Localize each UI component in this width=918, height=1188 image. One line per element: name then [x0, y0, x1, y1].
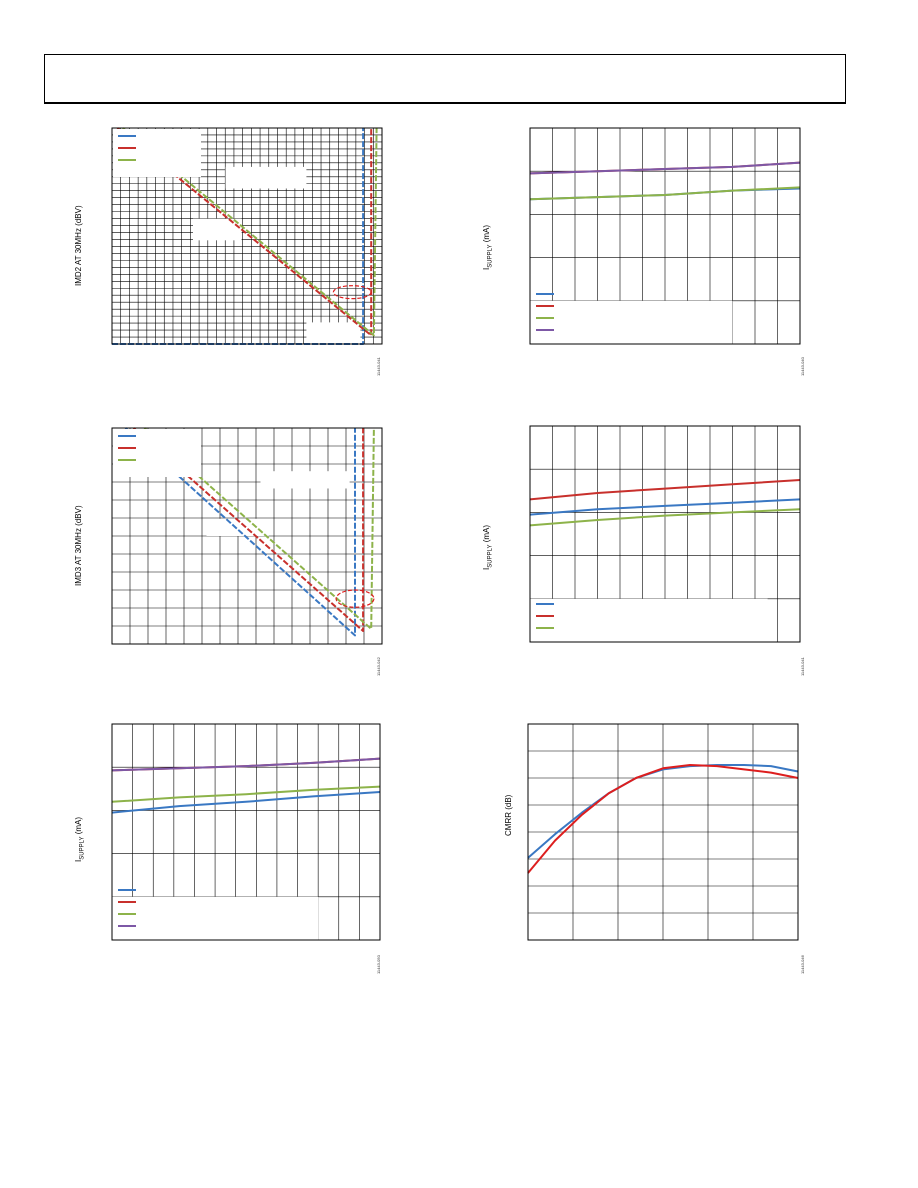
plot-area — [60, 118, 390, 380]
y-axis-label: $I_{SUPPLY}$ (mA) — [482, 524, 494, 570]
plot-area — [470, 118, 810, 380]
label-area — [207, 519, 269, 536]
figure-id: 11443-050 — [376, 955, 381, 974]
plot-area — [470, 418, 810, 680]
series-line-purple — [112, 759, 380, 771]
chart-isupply-b — [470, 418, 810, 680]
chart-isupply-c — [60, 716, 390, 978]
grid — [528, 724, 798, 940]
label-area — [112, 897, 318, 940]
label-area — [530, 301, 733, 344]
y-axis-label: IMD3 AT 30MHz (dBV) — [74, 505, 83, 586]
chart-imd3 — [60, 418, 390, 680]
chart-imd2 — [60, 118, 390, 380]
plot-area — [470, 716, 810, 978]
label-area — [193, 219, 242, 241]
figure-id: 11443-042 — [376, 657, 381, 676]
figure-id: 11443-046 — [800, 955, 805, 974]
y-axis-label: $I_{SUPPLY}$ (mA) — [74, 816, 86, 862]
y-axis-label: IMD2 AT 30MHz (dBV) — [74, 205, 83, 286]
label-area — [306, 322, 360, 344]
figure-id: 11443-040 — [800, 357, 805, 376]
chart-isupply-a — [470, 118, 810, 380]
label-area — [530, 599, 768, 642]
y-axis-label: $I_{SUPPLY}$ (mA) — [482, 224, 494, 270]
plot-area — [60, 418, 390, 680]
chart-cmrr — [470, 716, 810, 978]
y-axis-label: CMRR (dB) — [504, 794, 513, 836]
figure-id: 11443-041 — [376, 357, 381, 376]
label-area — [225, 167, 306, 189]
figure-id: 11443-041 — [800, 657, 805, 676]
plot-area — [60, 716, 390, 978]
highlight-ellipse — [333, 286, 371, 299]
label-area — [261, 471, 350, 488]
page-header — [44, 54, 846, 104]
